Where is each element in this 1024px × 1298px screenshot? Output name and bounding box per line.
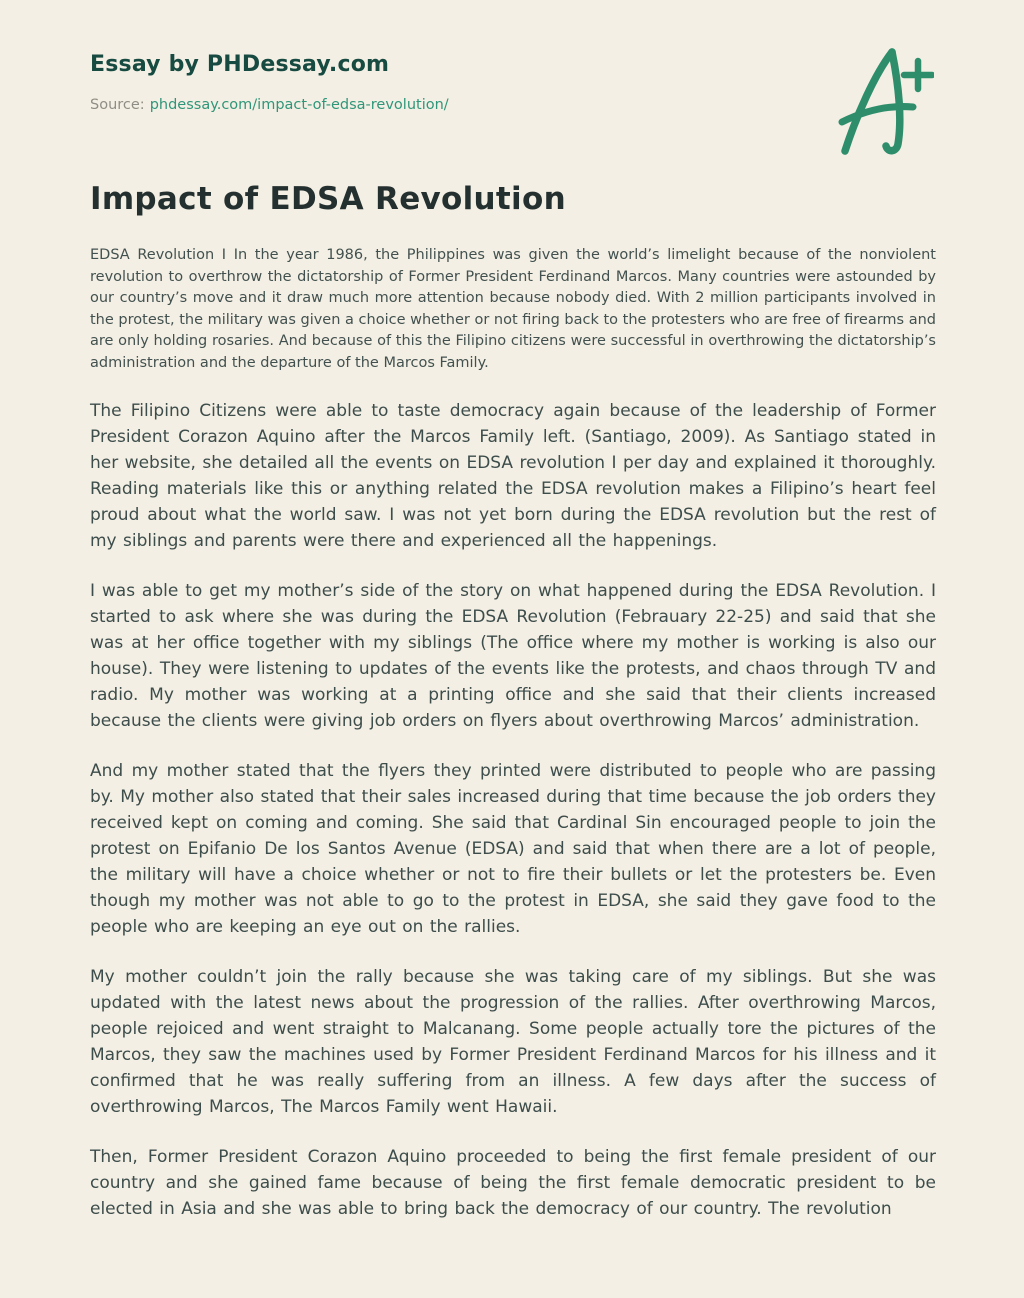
essay-paragraph-3: And my mother stated that the flyers they printed were distributed to people who are passing by. My mother also stated that their sales increased during that time because the job orders they received kept on coming and coming. She said that Cardinal Sin encouraged people to join the protest on Epifanio De los Santos Avenue (EDSA) and said that when there are a lot of people, the military will have a choice whether or not to fire their bullets or let the protesters be. Even though my mother was not able to go to the protest in EDSA, she said they gave food to the people who are keeping an eye out on the rallies. (90, 761, 936, 937)
header-text (90, 52, 936, 113)
essay-paragraph-4: My mother couldn’t join the rally because she was taking care of my siblings. But she was updated with the latest news about the progression of the rallies. After overthrowing Marcos, people rejoiced and went straight to Malcanang. Some people actually tore the pictures of the Marcos, they saw the machines used by Former President Ferdinand Marcos for his illness and it confirmed that he was really suffering from an illness. A few days after the success of overthrowing Marcos, The Marcos Family went Hawaii. (90, 967, 936, 1117)
essay-paragraph-2: I was able to get my mother’s side of the story on what happened during the EDSA Revolution. I started to ask where she was during the EDSA Revolution (Febrauary 22-25) and said that she was at her office together with my siblings (The office where my mother is working is also our house). They were listening to updates of the events like the protests, and chaos through TV and radio. My mother was working at a printing office and she said that their clients increased because the clients were giving job orders on flyers about overthrowing Marcos’ administration. (90, 581, 936, 731)
byline: Essay by PHDessay.com (90, 52, 390, 77)
source-line (90, 97, 936, 113)
essay-paragraph-1: The Filipino Citizens were able to taste democracy again because of the leadership of Former President Corazon Aquino after the Marcos Family left. (Santiago, 2009). As Santiago stated in her website, she detailed all the events on EDSA revolution I per day and explained it thoroughly. Reading materials like this or anything related the EDSA revolution makes a Filipino’s heart feel proud about what the world saw. I was not yet born during the EDSA revolution but the rest of my siblings and parents were there and experienced all the happenings. (90, 401, 936, 551)
page-header (90, 52, 936, 113)
essay-lead-paragraph: EDSA Revolution I In the year 1986, the Philippines was given the world’s limelight because of the nonviolent revolution to overthrow the dictatorship of Former President Ferdinand Marcos. Many countries were astounded by our country’s move and it draw much more attention because nobody died. With 2 million participants involved in the protest, the military was given a choice whether or not firing back to the protesters who are free of firearms and are only holding rosaries. And because of this the Filipino citizens were successful in overthrowing the dictatorship’s administration and the departure of the Marcos Family. (90, 247, 936, 371)
source-link[interactable]: phdessay.com/impact-of-edsa-revolution/ (149, 97, 449, 113)
source-label: Source: (90, 97, 145, 113)
essay-title: Impact of EDSA Revolution (90, 181, 566, 217)
a-plus-logo-icon (838, 46, 934, 158)
a-plus-logo-svg (838, 46, 934, 158)
essay-paragraph-5: Then, Former President Corazon Aquino proceeded to being the first female president of our country and she gained fame because of being the first female democratic president to be elected in Asia and she was able to bring back the democracy of our country. The revolution (90, 1147, 936, 1219)
essay-content (90, 181, 936, 1222)
